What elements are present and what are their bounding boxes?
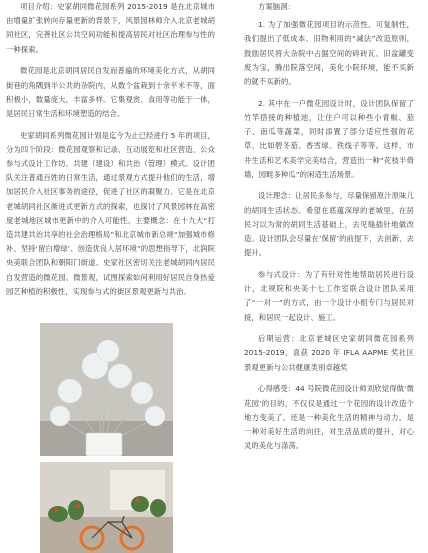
section-heading: 方案脑洞： — [258, 2, 295, 11]
intro-paragraph: 项目介绍：史家胡同微花园系列 2015-2019 是在北京城市由增量扩张转向存量更新的背景下，风景园林师介入北京老城胡同社区，完善社区公共空间功能和提高居民对社区治理参与性的一种探索。 — [6, 2, 215, 54]
design-concept-paragraph: 设计理念：让居民多参与，尽量保留原汁原味儿的胡同生活状态。希望在底蕴深厚的老城里，在居民习以为常的胡同生活基础上，去见缝插针地做改造。设计团队会尽量在‘保留’的前提下，去创新，去提升。 — [244, 191, 414, 258]
dandelion-photo — [40, 323, 173, 456]
bicycle-photo — [40, 462, 173, 553]
right-column — [244, 0, 414, 461]
dandelion-sculpture-image — [40, 323, 173, 456]
project-paragraph: 史家胡同系列微花园计划是迄今为止已经进行 5 年的项目，分为四个阶段：微花园观察和记录、互动展览和社区营造、公众参与式设计工作坊、共建（建设）和共治（管理）模式。设计团队关注普通百姓的日常生活，通过景观方式提升他们的生活，增加居民介入社区事务的途径，促进了社区的凝聚力。它是在北京老城胡同社区渐进式更新方式的探索，也探讨了风景园林在高密度老城地区城市更新中的介入可能性。主要概念：在十九大“打造共建共治共享的社会治理格局”和北京城市新总规“加强城市修补、坚持‘留白增绿’、创造优良人居环境”的思想指导下，北润院央美联合团队和朝阳门街道、史家社区密切关注老城胡同内居民自发营造的微花园、微景观，试图探索如何利用好居民自身热爱园艺种植的积极性，实现参与式的街区景观更新与共治。 — [6, 130, 215, 296]
subtraction-principle-paragraph: 1. 为了加强微花园项目的示范性、可复制性，我们提出了低成本、旧物利用的“减法”改造原则，鼓励居民将大杂院中占据空间的碎砖瓦、旧盆罐变废为宝，腾出院落空间，美化小院环境，能不买新的就不买新的。 — [244, 20, 414, 87]
left-column — [6, 0, 215, 307]
bicycle-flowers-image — [40, 462, 173, 553]
reflection-paragraph: 心得感受：44 号院微花园设计师刘欣觉得做‘微花园’的目的，不仅仅是通过一个花园的设计改造个地方变美了，还是一种美化生活的精神与动力，是一种对美好生活的向往，对生活品质的提升，对心灵的美化与涤荡。 — [244, 384, 414, 451]
operation-award-paragraph: 后期运营：北京老城区史家胡同微花园系列 2015-2019，喜获 2020 年 IFLA AAPME 奖社区景观更新与公共健康类别卓越奖 — [244, 334, 414, 372]
planting-paragraph: 2. 其中在一户微花园设计时，设计团队保留了竹竿搭接的种植池，让住户可以种些小青椒、茄子、南瓜等蔬菜，同时添置了部分适应性强的花草，比如碧冬茄、香雪球、铁线子等等。这样，市井生活和艺术美学完美结合，营造出一种“花枝半倚墙，园畦多种瓜”的闲适生活场景。 — [244, 98, 414, 179]
participatory-design-paragraph: 参与式设计：为了有针对性地帮助居民进行设计，北规院和央美十七工作室联合设计团队采用了“一对一”的方式，由一个设计小组专门与居民对接，和居民一起设计、施工。 — [244, 269, 414, 322]
micro-garden-paragraph: 微花园是北京胡同居民自发而普遍的环境美化方式，从胡同街巷的角隅到半公共的杂院内，从数个盆栽到十余平米不等，面积极小，数量庞大，丰富多样。它集观赏、食用等功能于一体，是居民日常生活和环境塑造的结合。 — [6, 66, 215, 118]
